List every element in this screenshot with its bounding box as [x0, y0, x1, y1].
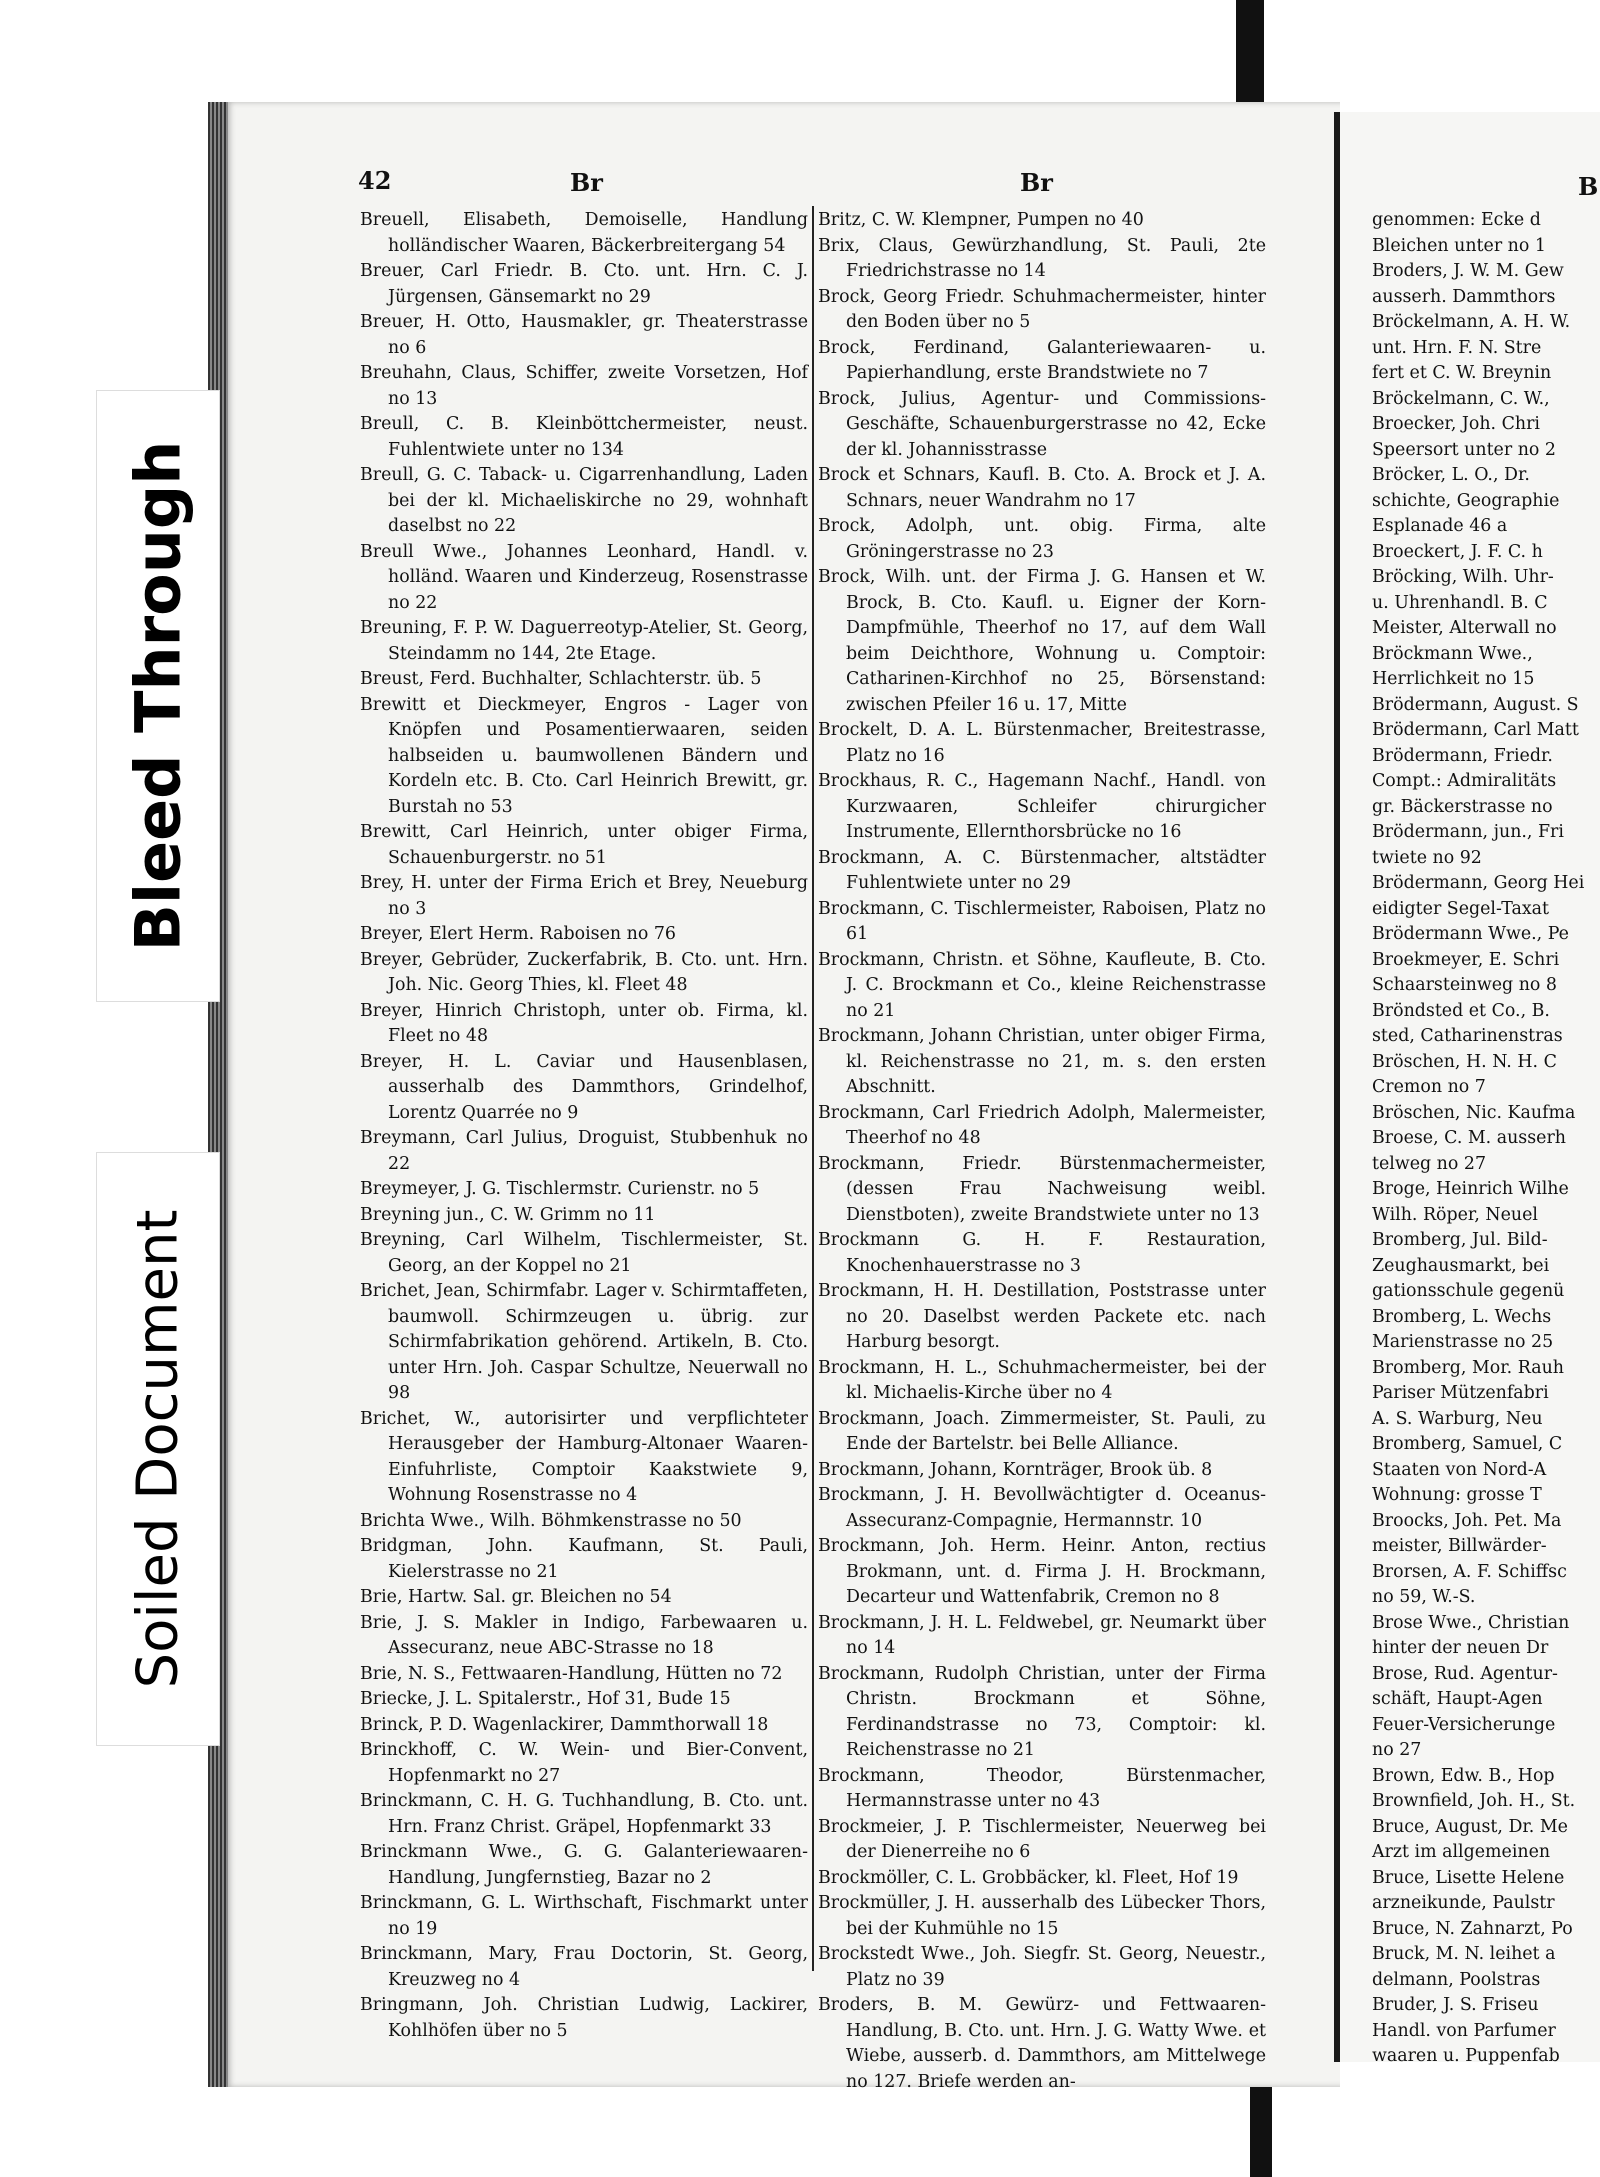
directory-entry: Broders, B. M. Gewürz- und Fettwaaren-Handlung, B. Cto. unt. Hrn. J. G. Watty Wwe. et Wiebe, ausserb. d. Dammthors, am Mittelwege no 127. Briefe werden an- [818, 1995, 1266, 2092]
bleed-through-text: Bleed Through [121, 440, 195, 952]
directory-entry-fragment: Staaten von Nord-A [1372, 1459, 1547, 1480]
directory-entry: Brockmann, A. C. Bürstenmacher, altstädter Fuhlentwiete unter no 29 [818, 847, 1266, 893]
middle-column-heading: Br [1020, 168, 1053, 197]
directory-entry: Breuning, F. P. W. Daguerreotyp-Atelier, St. Georg, Steindamm no 144, 2te Etage. [360, 618, 808, 664]
directory-entry: Brey, H. unter der Firma Erich et Brey, Neueburg no 3 [360, 873, 808, 919]
directory-entry: Breymann, Carl Julius, Droguist, Stubbenhuk no 22 [360, 1128, 808, 1174]
directory-entry-fragment: arzneikunde, Paulstr [1372, 1893, 1555, 1913]
directory-entry: Breuhahn, Claus, Schiffer, zweite Vorsetzen, Hof no 13 [360, 363, 808, 409]
directory-entry: Brock, Adolph, unt. obig. Firma, alte Gröningerstrasse no 23 [818, 516, 1266, 562]
directory-entry-fragment: Arzt im allgemeinen [1372, 1842, 1551, 1862]
directory-entry-fragment: genommen: Ecke d [1372, 210, 1541, 230]
directory-entry-fragment: Brödermann, Carl Matt [1372, 720, 1579, 740]
directory-entry-fragment: Bruder, J. S. Friseu [1372, 1995, 1539, 2015]
directory-entry: Brinck, P. D. Wagenlackirer, Dammthorwall 18 [360, 1714, 769, 1735]
directory-entry: Breull, C. B. Kleinböttchermeister, neust. Fuhlentwiete unter no 134 [360, 414, 808, 460]
directory-entry: Brewitt, Carl Heinrich, unter obiger Firma, Schauenburgerstr. no 51 [360, 822, 808, 868]
directory-entry: Breyning, Carl Wilhelm, Tischlermeister, St. Georg, an der Koppel no 21 [360, 1230, 808, 1276]
directory-entry: Bridgman, John. Kaufmann, St. Pauli, Kielerstrasse no 21 [360, 1536, 808, 1582]
directory-entry-fragment: Meister, Alterwall no [1372, 618, 1557, 638]
directory-entry-fragment: Bromberg, L. Wechs [1372, 1306, 1552, 1327]
directory-entry: Brinckmann, Mary, Frau Doctorin, St. Georg, Kreuzweg no 4 [360, 1944, 808, 1990]
directory-entry: Brockmann, Rudolph Christian, unter der Firma Christn. Brockmann et Söhne, Ferdinandstrasse no 73, Comptoir: kl. Reichenstrasse no 21 [818, 1663, 1266, 1760]
directory-entry-fragment: ausserh. Dammthors [1372, 286, 1556, 307]
directory-entry-fragment: gr. Bäckerstrasse no [1372, 796, 1553, 817]
directory-entry-fragment: Broekmeyer, E. Schri [1372, 949, 1560, 970]
right-column [1372, 208, 1600, 2070]
directory-entry: Breuell, Elisabeth, Demoiselle, Handlung holländischer Waaren, Bäckerbreitergang 54 [360, 210, 808, 256]
directory-entry: Brockmöller, C. L. Grobbäcker, kl. Fleet, Hof 19 [818, 1867, 1239, 1888]
soiled-document-text: Soiled Document [125, 1209, 191, 1689]
directory-entry: Breust, Ferd. Buchhalter, Schlachterstr. üb. 5 [360, 669, 762, 689]
directory-entry: Brockmann, C. Tischlermeister, Raboisen, Platz no 61 [818, 898, 1266, 944]
bleed-through-label [96, 390, 220, 1002]
directory-entry: Breull, G. C. Taback- u. Cigarrenhandlung, Laden bei der kl. Michaeliskirche no 29, wohnhaft daselbst no 22 [360, 465, 808, 536]
directory-entry-fragment: Wilh. Röper, Neuel [1372, 1204, 1538, 1225]
directory-entry-fragment: meister, Billwärder- [1372, 1536, 1547, 1556]
directory-entry-fragment: Bröckelmann, A. H. W. [1372, 312, 1571, 332]
directory-entry-fragment: eidigter Segel-Taxat [1372, 898, 1550, 919]
directory-entry: Brockmann, H. L., Schuhmachermeister, bei der kl. Michaelis-Kirche über no 4 [818, 1357, 1266, 1403]
directory-entry-fragment: no 27 [1372, 1740, 1422, 1760]
directory-entry-fragment: Bleichen unter no 1 [1372, 235, 1546, 256]
directory-entry: Brock, Wilh. unt. der Firma J. G. Hansen et W. Brock, B. Cto. Kaufl. u. Eigner der Korn-Dampfmühle, Theerhof no 17, auf dem Wall beim Deichthore, Wohnung u. Comptoir: Catharinen-Kirchhof no 25, Börsenstand: zwischen Pfeiler 16 u. 17, Mitte [818, 567, 1266, 715]
directory-entry: Brock et Schnars, Kaufl. B. Cto. A. Brock et J. A. Schnars, neuer Wandrahm no 17 [818, 465, 1266, 511]
directory-entry: Brockmann, Joach. Zimmermeister, St. Pauli, zu Ende der Bartelstr. bei Belle Alliance. [818, 1408, 1266, 1454]
directory-entry: Brockmann, Christn. et Söhne, Kaufleute, B. Cto. J. C. Brockmann et Co., kleine Reichenstrasse no 21 [818, 949, 1266, 1021]
directory-entry: Brinckmann, G. L. Wirthschaft, Fischmarkt unter no 19 [360, 1893, 808, 1939]
directory-entry-fragment: Brödermann Wwe., Pe [1372, 924, 1569, 944]
directory-entry-fragment: Speersort unter no 2 [1372, 439, 1556, 460]
directory-entry: Breymeyer, J. G. Tischlermstr. Curienstr. no 5 [360, 1179, 760, 1199]
directory-entry-fragment: Broders, J. W. M. Gew [1372, 261, 1564, 281]
directory-entry-fragment: u. Uhrenhandl. B. C [1372, 592, 1548, 613]
middle-column [818, 208, 1266, 2095]
directory-entry-fragment: Brödermann, Friedr. [1372, 745, 1553, 766]
directory-entry-fragment: Broocks, Joh. Pet. Ma [1372, 1510, 1562, 1531]
directory-entry-fragment: gationsschule gegenü [1372, 1281, 1565, 1301]
directory-entry: Brockmann, Friedr. Bürstenmachermeister, (dessen Frau Nachweisung weibl. Dienstboten), zweite Brandstwiete unter no 13 [818, 1153, 1266, 1225]
directory-entry: Brockmann, Theodor, Bürstenmacher, Hermannstrasse unter no 43 [818, 1765, 1266, 1811]
directory-entry: Breyer, Elert Herm. Raboisen no 76 [360, 924, 676, 944]
directory-entry-fragment: Bröckmann Wwe., [1372, 643, 1533, 664]
directory-entry-fragment: delmann, Poolstras [1372, 1969, 1541, 1990]
directory-entry-fragment: Bruce, N. Zahnarzt, Po [1372, 1918, 1573, 1939]
directory-entry-fragment: Bruce, August, Dr. Me [1372, 1816, 1568, 1837]
directory-entry-fragment: Brödermann, Georg Hei [1372, 873, 1585, 893]
page-number: 42 [358, 166, 392, 195]
directory-entry-fragment: Bröcker, L. O., Dr. [1372, 465, 1530, 485]
directory-entry-fragment: Cremon no 7 [1372, 1077, 1486, 1097]
directory-entry-fragment: Handl. von Parfumer [1372, 2020, 1556, 2041]
directory-entry-fragment: unt. Hrn. F. N. Stre [1372, 337, 1542, 358]
directory-entry: Breyning jun., C. W. Grimm no 11 [360, 1204, 656, 1225]
directory-entry: Briecke, J. L. Spitalerstr., Hof 31, Bude 15 [360, 1689, 731, 1709]
directory-entry-fragment: no 59, W.-S. [1372, 1587, 1476, 1607]
directory-entry: Brie, Hartw. Sal. gr. Bleichen no 54 [360, 1587, 672, 1607]
directory-entry-fragment: Bröndsted et Co., B. [1372, 1000, 1550, 1021]
directory-entry: Brinckhoff, C. W. Wein- und Bier-Convent, Hopfenmarkt no 27 [360, 1740, 808, 1786]
directory-entry: Brie, J. S. Makler in Indigo, Farbewaaren u. Assecuranz, neue ABC-Strasse no 18 [360, 1612, 808, 1658]
soiled-document-label [96, 1152, 220, 1746]
directory-entry: Brockmüller, J. H. ausserhalb des Lübecker Thors, bei der Kuhmühle no 15 [818, 1893, 1266, 1939]
directory-entry-fragment: telweg no 27 [1372, 1153, 1487, 1174]
directory-entry-fragment: sted, Catharinenstras [1372, 1026, 1563, 1046]
right-column-heading: B [1578, 172, 1599, 201]
directory-entry: Breyer, Gebrüder, Zuckerfabrik, B. Cto. unt. Hrn. Joh. Nic. Georg Thies, kl. Fleet 48 [360, 949, 808, 995]
directory-entry-fragment: schäft, Haupt-Agen [1372, 1689, 1543, 1709]
directory-entry: Brockmann, Johann Christian, unter obiger Firma, kl. Reichenstrasse no 21, m. s. den ersten Abschnitt. [818, 1026, 1266, 1097]
directory-entry-fragment: Brownfield, Joh. H., St. [1372, 1791, 1576, 1811]
directory-entry-fragment: Bröschen, Nic. Kaufma [1372, 1102, 1576, 1123]
directory-entry-fragment: hinter der neuen Dr [1372, 1638, 1549, 1658]
directory-entry-fragment: schichte, Geographie [1372, 490, 1560, 511]
directory-entry-fragment: Compt.: Admiralitäts [1372, 771, 1557, 791]
directory-entry-fragment: Feuer-Versicherunge [1372, 1714, 1556, 1735]
directory-entry: Britz, C. W. Klempner, Pumpen no 40 [818, 210, 1144, 230]
directory-entry-fragment: Pariser Mützenfabri [1372, 1383, 1549, 1403]
directory-entry: Brockmann, Joh. Herm. Heinr. Anton, rectius Brokmann, unt. d. Firma J. H. Brockmann, Decarteur und Wattenfabrik, Cremon no 8 [818, 1536, 1266, 1607]
directory-entry-fragment: Bröschen, H. N. H. C [1372, 1051, 1557, 1072]
directory-entry: Breuer, H. Otto, Hausmakler, gr. Theaterstrasse no 6 [360, 312, 808, 358]
directory-entry-fragment: fert et C. W. Breynin [1372, 363, 1552, 383]
directory-entry: Bringmann, Joh. Christian Ludwig, Lackirer, Kohlhöfen über no 5 [360, 1995, 808, 2041]
directory-entry: Brockstedt Wwe., Joh. Siegfr. St. Georg, Neuestr., Platz no 39 [818, 1944, 1266, 1990]
directory-entry-fragment: Bromberg, Mor. Rauh [1372, 1357, 1564, 1378]
directory-entry-fragment: Broeckert, J. F. C. h [1372, 541, 1543, 562]
directory-entry-fragment: Bromberg, Jul. Bild- [1372, 1230, 1548, 1250]
column-divider [812, 206, 814, 1971]
directory-entry: Brockmann G. H. F. Restauration, Knochenhauerstrasse no 3 [818, 1230, 1266, 1276]
directory-entry: Brock, Georg Friedr. Schuhmachermeister, hinter den Boden über no 5 [818, 286, 1266, 332]
directory-entry-fragment: Broge, Heinrich Wilhe [1372, 1179, 1569, 1199]
directory-entry-fragment: Marienstrasse no 25 [1372, 1332, 1554, 1352]
directory-entry-fragment: Schaarsteinweg no 8 [1372, 975, 1557, 995]
directory-entry-fragment: Herrlichkeit no 15 [1372, 669, 1535, 689]
left-column-heading: Br [570, 168, 603, 197]
directory-entry: Breyer, Hinrich Christoph, unter ob. Firma, kl. Fleet no 48 [360, 1000, 808, 1046]
directory-entry: Brie, N. S., Fettwaaren-Handlung, Hütten no 72 [360, 1663, 783, 1684]
directory-entry-fragment: Bröckelmann, C. W., [1372, 388, 1550, 409]
directory-entry: Brockmann, J. H. L. Feldwebel, gr. Neumarkt über no 14 [818, 1612, 1266, 1658]
directory-entry: Brock, Julius, Agentur- und Commissions-Geschäfte, Schauenburgerstrasse no 42, Ecke der kl. Johannisstrasse [818, 388, 1266, 460]
directory-entry-fragment: Brorsen, A. F. Schiffsc [1372, 1561, 1567, 1582]
directory-entry: Breyer, H. L. Caviar und Hausenblasen, ausserhalb des Dammthors, Grindelhof, Lorentz Quarrée no 9 [360, 1051, 808, 1123]
directory-entry-fragment: Bromberg, Samuel, C [1372, 1434, 1563, 1454]
directory-entry: Breuer, Carl Friedr. B. Cto. unt. Hrn. C. J. Jürgensen, Gänsemarkt no 29 [360, 261, 808, 307]
directory-entry: Brockmann, H. H. Destillation, Poststrasse unter no 20. Daselbst werden Packete etc. nach Harburg besorgt. [818, 1281, 1266, 1352]
directory-entry-fragment: Broecker, Joh. Chri [1372, 414, 1540, 434]
directory-entry: Brichet, W., autorisirter und verpflichteter Herausgeber der Hamburg-Altonaer Waaren-Einfuhrliste, Comptoir Kaakstwiete 9, Wohnung Rosenstrasse no 4 [360, 1408, 808, 1505]
directory-entry: Brix, Claus, Gewürzhandlung, St. Pauli, 2te Friedrichstrasse no 14 [818, 235, 1266, 281]
directory-entry: Brock, Ferdinand, Galanteriewaaren- u. Papierhandlung, erste Brandstwiete no 7 [818, 337, 1266, 383]
directory-entry-fragment: Zeughausmarkt, bei [1372, 1255, 1550, 1276]
directory-entry-fragment: Bruce, Lisette Helene [1372, 1867, 1565, 1888]
directory-entry-fragment: Brose Wwe., Christian [1372, 1612, 1570, 1633]
directory-entry: Brinckmann Wwe., G. G. Galanteriewaaren-Handlung, Jungfernstieg, Bazar no 2 [360, 1842, 808, 1888]
directory-entry: Brichet, Jean, Schirmfabr. Lager v. Schirmtaffeten, baumwoll. Schirmzeugen u. übrig. zur Schirmfabrikation gehörend. Artikeln, B. Cto. unter Hrn. Joh. Caspar Schultze, Neuerwall no 98 [360, 1281, 808, 1403]
directory-entry-fragment: Broese, C. M. ausserh [1372, 1128, 1566, 1148]
directory-entry: Brockmann, Johann, Kornträger, Brook üb. 8 [818, 1459, 1213, 1480]
left-column [360, 208, 808, 2044]
directory-entry: Brichta Wwe., Wilh. Böhmkenstrasse no 50 [360, 1510, 742, 1531]
directory-entry-fragment: A. S. Warburg, Neu [1372, 1408, 1543, 1429]
directory-entry-fragment: Brose, Rud. Agentur- [1372, 1663, 1558, 1684]
directory-entry: Breull Wwe., Johannes Leonhard, Handl. v. holländ. Waaren und Kinderzeug, Rosenstrasse no 22 [360, 541, 808, 613]
directory-entry-fragment: Brödermann, jun., Fri [1372, 822, 1564, 842]
directory-entry: Brockmann, Carl Friedrich Adolph, Malermeister, Theerhof no 48 [818, 1102, 1266, 1148]
directory-entry-fragment: Bröcking, Wilh. Uhr- [1372, 567, 1554, 587]
directory-entry-fragment: waaren u. Puppenfab [1372, 2046, 1560, 2066]
directory-entry: Brockmeier, J. P. Tischlermeister, Neuerweg bei der Dienerreihe no 6 [818, 1816, 1266, 1862]
directory-entry: Brockelt, D. A. L. Bürstenmacher, Breitestrasse, Platz no 16 [818, 720, 1266, 766]
directory-entry: Brockhaus, R. C., Hagemann Nachf., Handl. von Kurzwaaren, Schleifer chirurgicher Instrumente, Ellernthorsbrücke no 16 [818, 771, 1266, 842]
directory-entry: Brinckmann, C. H. G. Tuchhandlung, B. Cto. unt. Hrn. Franz Christ. Gräpel, Hopfenmarkt 33 [360, 1791, 808, 1837]
directory-entry-fragment: Bruck, M. N. leihet a [1372, 1944, 1556, 1964]
directory-entry-fragment: Esplanade 46 a [1372, 516, 1508, 536]
directory-entry: Brewitt et Dieckmeyer, Engros - Lager von Knöpfen und Posamentierwaaren, seiden halbseiden u. baumwollenen Bändern und Kordeln etc. B. Cto. Carl Heinrich Brewitt, gr. Burstah no 53 [360, 694, 808, 817]
directory-entry: Brockmann, J. H. Bevollwächtigter d. Oceanus-Assecuranz-Compagnie, Hermannstr. 10 [818, 1485, 1266, 1531]
directory-entry-fragment: twiete no 92 [1372, 847, 1482, 868]
directory-entry-fragment: Brown, Edw. B., Hop [1372, 1765, 1555, 1786]
directory-entry-fragment: Brödermann, August. S [1372, 694, 1579, 715]
directory-entry-fragment: Wohnung: grosse T [1372, 1485, 1542, 1505]
